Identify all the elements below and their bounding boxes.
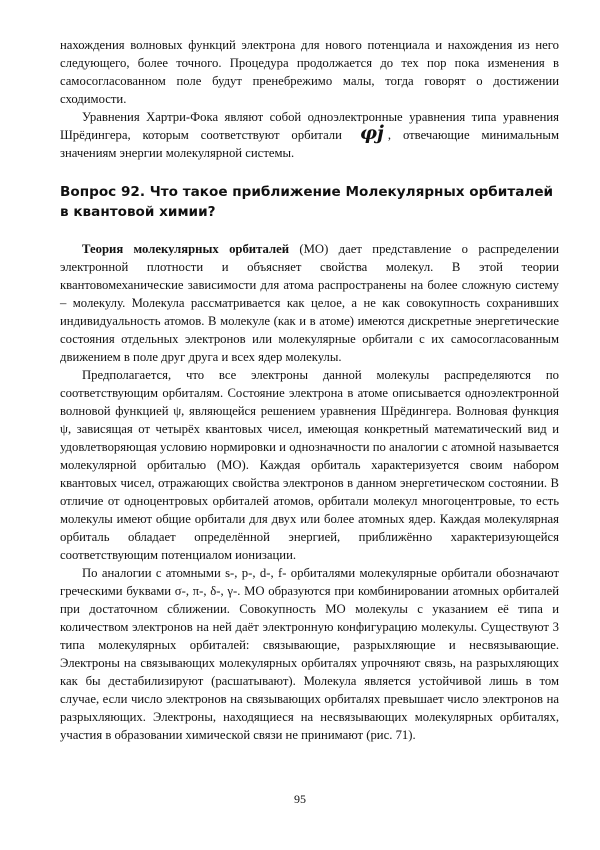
mo-theory-text: (МО) дает представление о распределении электронной плотности и объясняет свойства молекул. В этой теории квантовомеханические зависимости для атома распространены на более сложную систему – молекулу. Молекула рассматривается как целое, а не как совокупность сохранивших индивидуальность атомов. В молекуле (как и в атоме) имеются дискретные энергетические состояния отдельных электронов или молекулярные орбитали с их самосогласованным движением в поле друг друга и всех ядер молекулы. — [60, 242, 559, 364]
intro-paragraph-1: нахождения волновых функций электрона для нового потенциала и нахождения из него следующего, более точного. Процедура продолжается до тех пор пока изменения в самосогласованном поле будут пренебрежимо малы, тогда говорят о достижении сходимости. — [60, 38, 559, 106]
page-content — [60, 36, 559, 744]
intro-paragraph-2 — [60, 108, 559, 162]
mo-theory-paragraph — [60, 240, 559, 366]
section-heading: Вопрос 92. Что такое приближение Молекулярных орбиталей в квантовой химии? — [60, 184, 554, 220]
mo-orbitals-paragraph: Предполагается, что все электроны данной молекулы распределяются по соответствующим орбиталям. Состояние электрона в атоме описывается одноэлектронной волновой функцией ψ, являющейся решением уравнения Шрёдингера. Волновая функция ψ, зависящая от четырёх квантовых чисел, имеющая конкретный математический вид и удовлетворяющая условию нормировки и однозначности по аналогии с атомной называется молекулярной орбиталью (МО). Каждая орбиталь характеризуется своим набором квантовых чисел, отражающих свойства электронов в данном энергетическом состоянии. В отличие от одноцентровых орбиталей атомов, орбитали молекул многоцентровые, то есть молекулы имеют общие орбитали для двух или более атомных ядер. Каждая молекулярная орбиталь обладает определённой энергией, приближённо характеризующейся соответствующим потенциалом ионизации. — [60, 368, 559, 562]
mo-theory-term: Теория молекулярных орбиталей — [82, 242, 290, 256]
page-number: 95 — [294, 792, 306, 806]
mo-types-paragraph: По аналогии с атомными s-, p-, d-, f- орбиталями молекулярные орбитали обозначают греческими буквами σ-, π-, δ-, γ-. МО образуются при комбинировании атомных орбиталей при достаточном сближении. Совокупность МО молекулы с указанием её типа и количеством электронов на ней даёт электронную конфигурацию молекулы. Существуют 3 типа молекулярных орбиталей: связывающие, разрыхляющие и несвязывающие. Электроны на связывающих молекулярных орбиталях упрочняют связь, на разрыхляющих как бы дестабилизируют (расшатывают). Молекула является устойчивой лишь в том случае, если число электронов на связывающих орбиталях превышает число электронов на разрыхляющих. Электроны, находящиеся на несвязывающих молекулярных орбиталях, участия в образовании химической связи не принимают (рис. 71). — [60, 566, 559, 742]
intro-paragraph-2-text: Уравнения Хартри-Фока являют собой одноэлектронные уравнения типа уравнения Шрёдингера, которым соответствуют орбитали — [60, 110, 559, 142]
intro-paragraph-2-text-end: , отвечающие минимальным значениям энергии молекулярной системы. — [60, 128, 559, 160]
orbital-phi-symbol: φj — [359, 122, 384, 144]
